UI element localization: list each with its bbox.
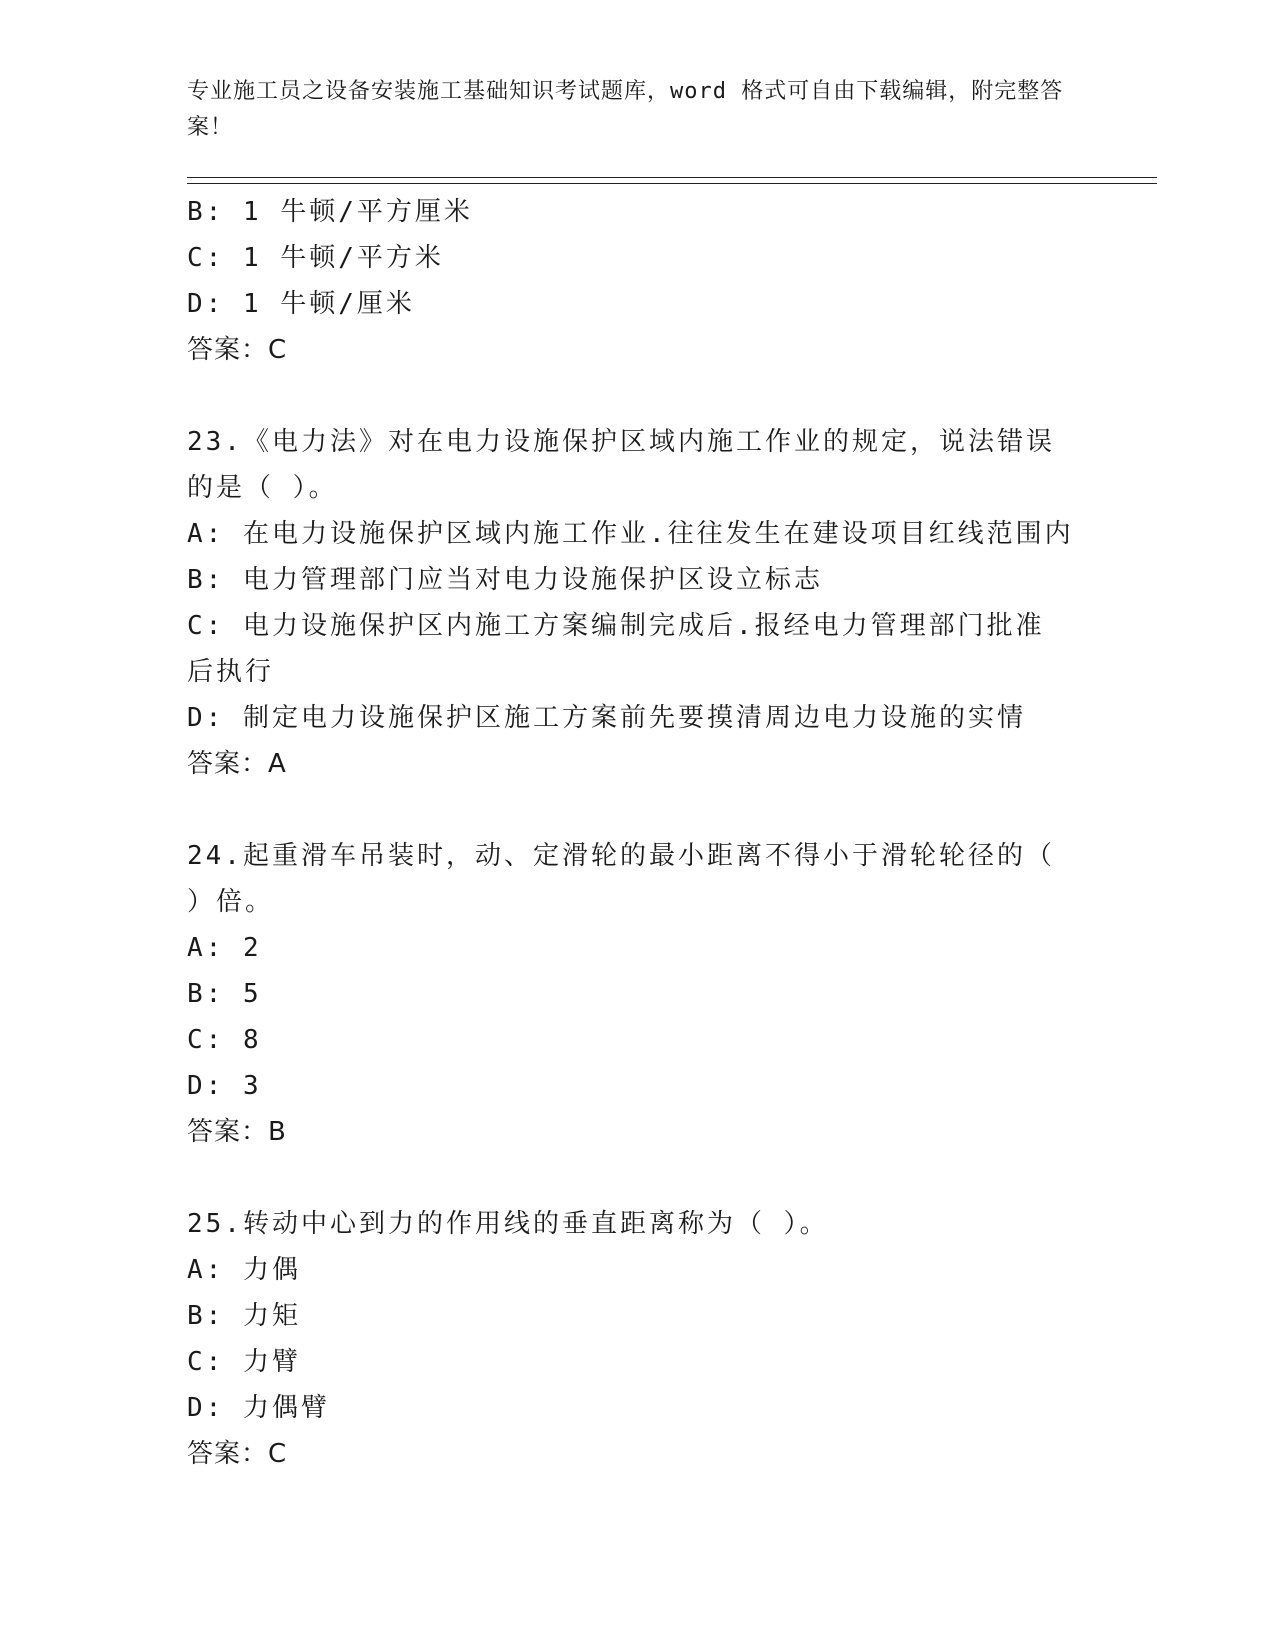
- option-c: C: 8: [187, 1025, 262, 1055]
- question-block: [187, 833, 1087, 1155]
- option-b: B: 5: [187, 979, 262, 1009]
- option-a: A: 在电力设施保护区域内施工作业.往往发生在建设项目红线范围内: [187, 519, 1074, 549]
- question-block: [187, 1201, 1087, 1477]
- option-c: C: 电力设施保护区内施工方案编制完成后.报经电力管理部门批准后执行: [187, 611, 1045, 687]
- header-divider-top: [187, 177, 1157, 178]
- answer-line: 答案：B: [187, 1117, 287, 1147]
- answer-line: 答案：C: [187, 1439, 288, 1469]
- option-d: D: 1 牛顿/厘米: [187, 289, 415, 319]
- spacer: [187, 1155, 1087, 1201]
- option-c: C: 力臂: [187, 1347, 301, 1377]
- answer-line: 答案：A: [187, 749, 287, 779]
- answer-line: 答案：C: [187, 335, 288, 365]
- option-d: D: 3: [187, 1071, 262, 1101]
- option-c: C: 1 牛顿/平方米: [187, 243, 444, 273]
- option-b: B: 力矩: [187, 1301, 301, 1331]
- spacer: [187, 373, 1087, 419]
- option-a: A: 力偶: [187, 1255, 301, 1285]
- spacer: [187, 787, 1087, 833]
- question-block: [187, 419, 1087, 787]
- question-text: 24.起重滑车吊装时，动、定滑轮的最小距离不得小于滑轮轮径的（ ）倍。: [187, 841, 1055, 917]
- question-text: 25.转动中心到力的作用线的垂直距离称为（ ）。: [187, 1209, 829, 1239]
- option-b: B: 1 牛顿/平方厘米: [187, 197, 473, 227]
- prev-question-block: [187, 189, 1087, 373]
- option-d: D: 力偶臂: [187, 1393, 330, 1423]
- option-d: D: 制定电力设施保护区施工方案前先要摸清周边电力设施的实情: [187, 703, 1026, 733]
- document-header: 专业施工员之设备安装施工基础知识考试题库，word 格式可自由下载编辑，附完整答案！: [187, 79, 1064, 140]
- option-b: B: 电力管理部门应当对电力设施保护区设立标志: [187, 565, 823, 595]
- header-divider-bottom: [187, 183, 1157, 184]
- question-text: 23.《电力法》对在电力设施保护区域内施工作业的规定，说法错误的是（ ）。: [187, 427, 1055, 503]
- option-a: A: 2: [187, 933, 262, 963]
- question-content: [187, 189, 1087, 1477]
